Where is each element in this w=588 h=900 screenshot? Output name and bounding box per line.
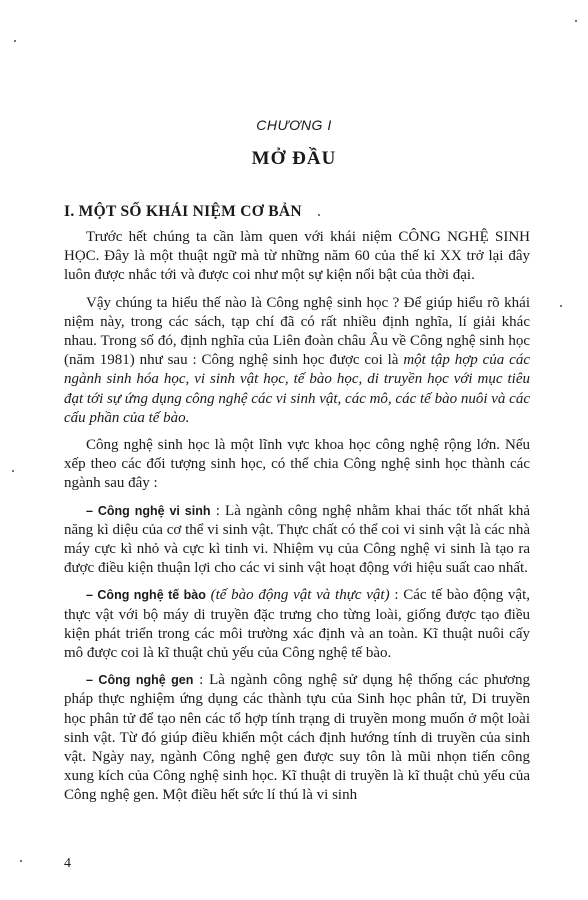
chapter-label: CHƯƠNG I — [256, 117, 332, 133]
paragraph-cell-tech — [64, 586, 530, 663]
chapter-title: MỞ ĐẦU — [251, 148, 337, 169]
paragraph-branches: Công nghệ sinh học là một lĩnh vực khoa học công nghệ rộng lớn. Nếu xếp theo các đối tượng sinh học, có thể chia Công nghệ sinh học thành các ngành sau đây : — [64, 437, 530, 492]
gene-tech-text: : Là ngành công nghệ sử dụng hệ thống các phương pháp thực nghiệm ứng dụng các thành tựu của Sinh học phân tử, Di truyền học phân tử để tạo nên các tổ hợp tính trạng di truyền mong muốn ở một loài sinh vật. Từ đó giúp điều khiển một cách định hướng tính di truyền của sinh vật. Ngày nay, ngành Công nghệ gen được suy tôn là mũi nhọn tiến công xung kích của Công nghệ sinh học. Kĩ thuật di truyền là kĩ thuật chủ yếu của Công nghệ gen. Một điều hết sức lí thú là vi sinh — [64, 672, 530, 804]
definition-lead: Vậy chúng ta hiểu thế nào là Công nghệ sinh học ? Để giúp hiểu rõ khái niệm này, trong các sách, tạp chí đã có rất nhiều định nghĩa, lí giải khác nhau. Trong số đó, định nghĩa của Liên đoàn châu Âu về Công nghệ sinh học (năm 1981) như sau : Công nghệ sinh học được coi là — [64, 294, 530, 369]
page-number: 4 — [64, 856, 71, 871]
term-microbial-tech: – Công nghệ vi sinh — [86, 503, 211, 518]
term-cell-tech: – Công nghệ tế bào — [86, 588, 206, 603]
scan-speck — [20, 860, 22, 862]
scan-speck — [14, 40, 16, 42]
microbial-tech-text: : Là ngành công nghệ nhằm khai thác tốt nhất khả năng kì diệu của cơ thể vi sinh vật. Thực chất có thể coi vi sinh vật là các nhà máy cực kì nhỏ và cực kì tinh vi. Nhiệm vụ của Công nghệ vi sinh là tạo ra được điều kiện thuận lợi cho các vi sinh vật hoạt động với hiệu suất cao nhất. — [64, 502, 530, 577]
paragraph-gene-tech — [64, 671, 530, 805]
scan-speck — [12, 470, 14, 472]
term-gene-tech: – Công nghệ gen — [86, 673, 194, 688]
scan-speck — [575, 20, 577, 22]
scan-speck — [560, 305, 562, 307]
paragraph-intro: Trước hết chúng ta cần làm quen với khái niệm CÔNG NGHỆ SINH HỌC. Đây là một thuật ngữ mà từ những năm 60 của thế kỉ XX trở lại đây luôn được nhắc tới và được coi như một sự kiện nổi bật của thời đại. — [64, 229, 530, 284]
cell-tech-italic: (tế bào động vật và thực vật) — [205, 587, 390, 604]
section-heading: I. MỘT SỐ KHÁI NIỆM CƠ BẢN — [64, 203, 302, 220]
definition-italic: một tập hợp của các ngành sinh hóa học, vi sinh vật học, tế bào học, di truyền học với mục tiêu đạt tới sự ứng dụng công nghệ các vi sinh vật, các mô, các tế bào nuôi và các cấu phần của tế bào. — [64, 352, 530, 426]
paragraph-definition — [64, 294, 530, 428]
scan-speck — [318, 214, 320, 216]
paragraph-microbial-tech — [64, 502, 530, 579]
body-text — [64, 228, 530, 814]
cell-tech-text: : Các tế bào động vật, thực vật với bộ máy di truyền đặc trưng cho từng loài, giống được tạo điều kiện phát triển trong các môi trường xác định và an toàn. Kĩ thuật nuôi cấy mô được coi là kĩ thuật chủ yếu của Công nghệ tế bào. — [64, 587, 530, 662]
